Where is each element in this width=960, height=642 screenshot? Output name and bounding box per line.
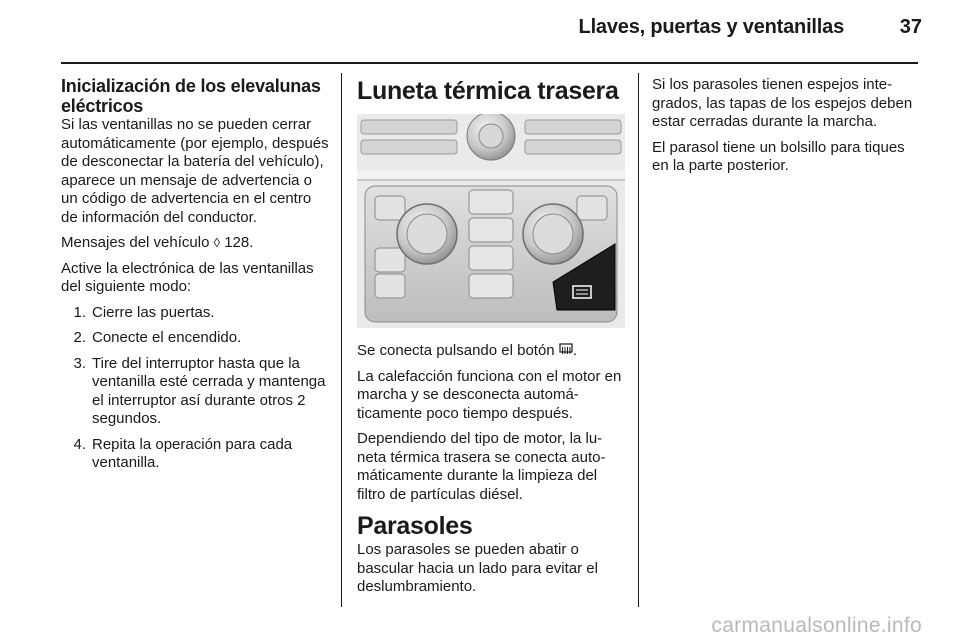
column-left	[61, 76, 331, 480]
column-middle	[357, 76, 625, 604]
paragraph: El parasol tiene un bolsillo para tiques en la parte posterior.	[652, 138, 905, 174]
list-item	[61, 436, 331, 473]
column-right	[652, 76, 920, 183]
list-item	[61, 304, 331, 323]
step-number: 1.	[73, 303, 86, 321]
cross-reference	[61, 234, 331, 253]
paragraph: Si las ventanillas no se pueden cerrar automáticamente (por ejemplo, después de desconectar la batería del vehículo), aparece un mensaje de advertencia o un código de advertencia en el centro de información del conductor.	[61, 116, 329, 226]
step-text: Cierre las puertas.	[92, 303, 215, 321]
ref-page: 128.	[224, 234, 254, 251]
watermark: carmanualsonline.info	[711, 614, 922, 637]
paragraph: Active la electrónica de las ventanillas del siguiente modo:	[61, 259, 314, 295]
step-text: Tire del interruptor hasta que la ventanilla esté cerrada y mantenga el interruptor así durante otros 2 segundos.	[92, 354, 326, 427]
climate-panel-illustration	[357, 114, 625, 328]
step-text: Conecte el encendido.	[92, 329, 242, 346]
section-heading: Inicialización de los elevalunas eléctricos	[61, 76, 321, 116]
section-heading: Luneta térmica trasera	[357, 77, 619, 105]
paragraph-end: .	[572, 342, 577, 359]
page-header-title: Llaves, puertas y ventanillas	[578, 16, 844, 38]
list-item	[61, 329, 331, 348]
list-item	[61, 355, 331, 429]
step-number: 2.	[73, 329, 86, 346]
paragraph-text: Se conecta pulsando el botón	[357, 342, 555, 359]
paragraph	[357, 342, 625, 361]
climate-panel-photo	[357, 114, 625, 328]
paragraph: Dependiendo del tipo de motor, la luneta térmica trasera se conecta automáticamente durante la limpieza del filtro de partículas diésel.	[357, 430, 606, 503]
page-number: 37	[899, 16, 922, 38]
column-divider	[341, 73, 342, 607]
step-number: 3.	[73, 354, 86, 372]
step-text: Repita la operación para cada ventanilla.	[92, 435, 293, 471]
step-number: 4.	[73, 435, 86, 453]
section-heading: Parasoles	[357, 512, 473, 540]
ref-text: Mensajes del vehículo	[61, 234, 210, 251]
rear-defrost-icon	[559, 343, 573, 356]
paragraph: La calefacción funciona con el motor en marcha y se desconecta automáticamente poco tiempo después.	[357, 367, 622, 422]
steps-list	[61, 304, 331, 473]
paragraph: Los parasoles se pueden abatir o bascular hacia un lado para evitar el deslumbramiento.	[357, 541, 598, 595]
header-rule	[61, 62, 918, 64]
column-divider	[638, 73, 639, 607]
paragraph: Si los parasoles tienen espejos integrados, las tapas de los espejos deben estar cerradas durante la marcha.	[652, 76, 913, 130]
ref-arrow-icon: ◊	[213, 235, 221, 250]
